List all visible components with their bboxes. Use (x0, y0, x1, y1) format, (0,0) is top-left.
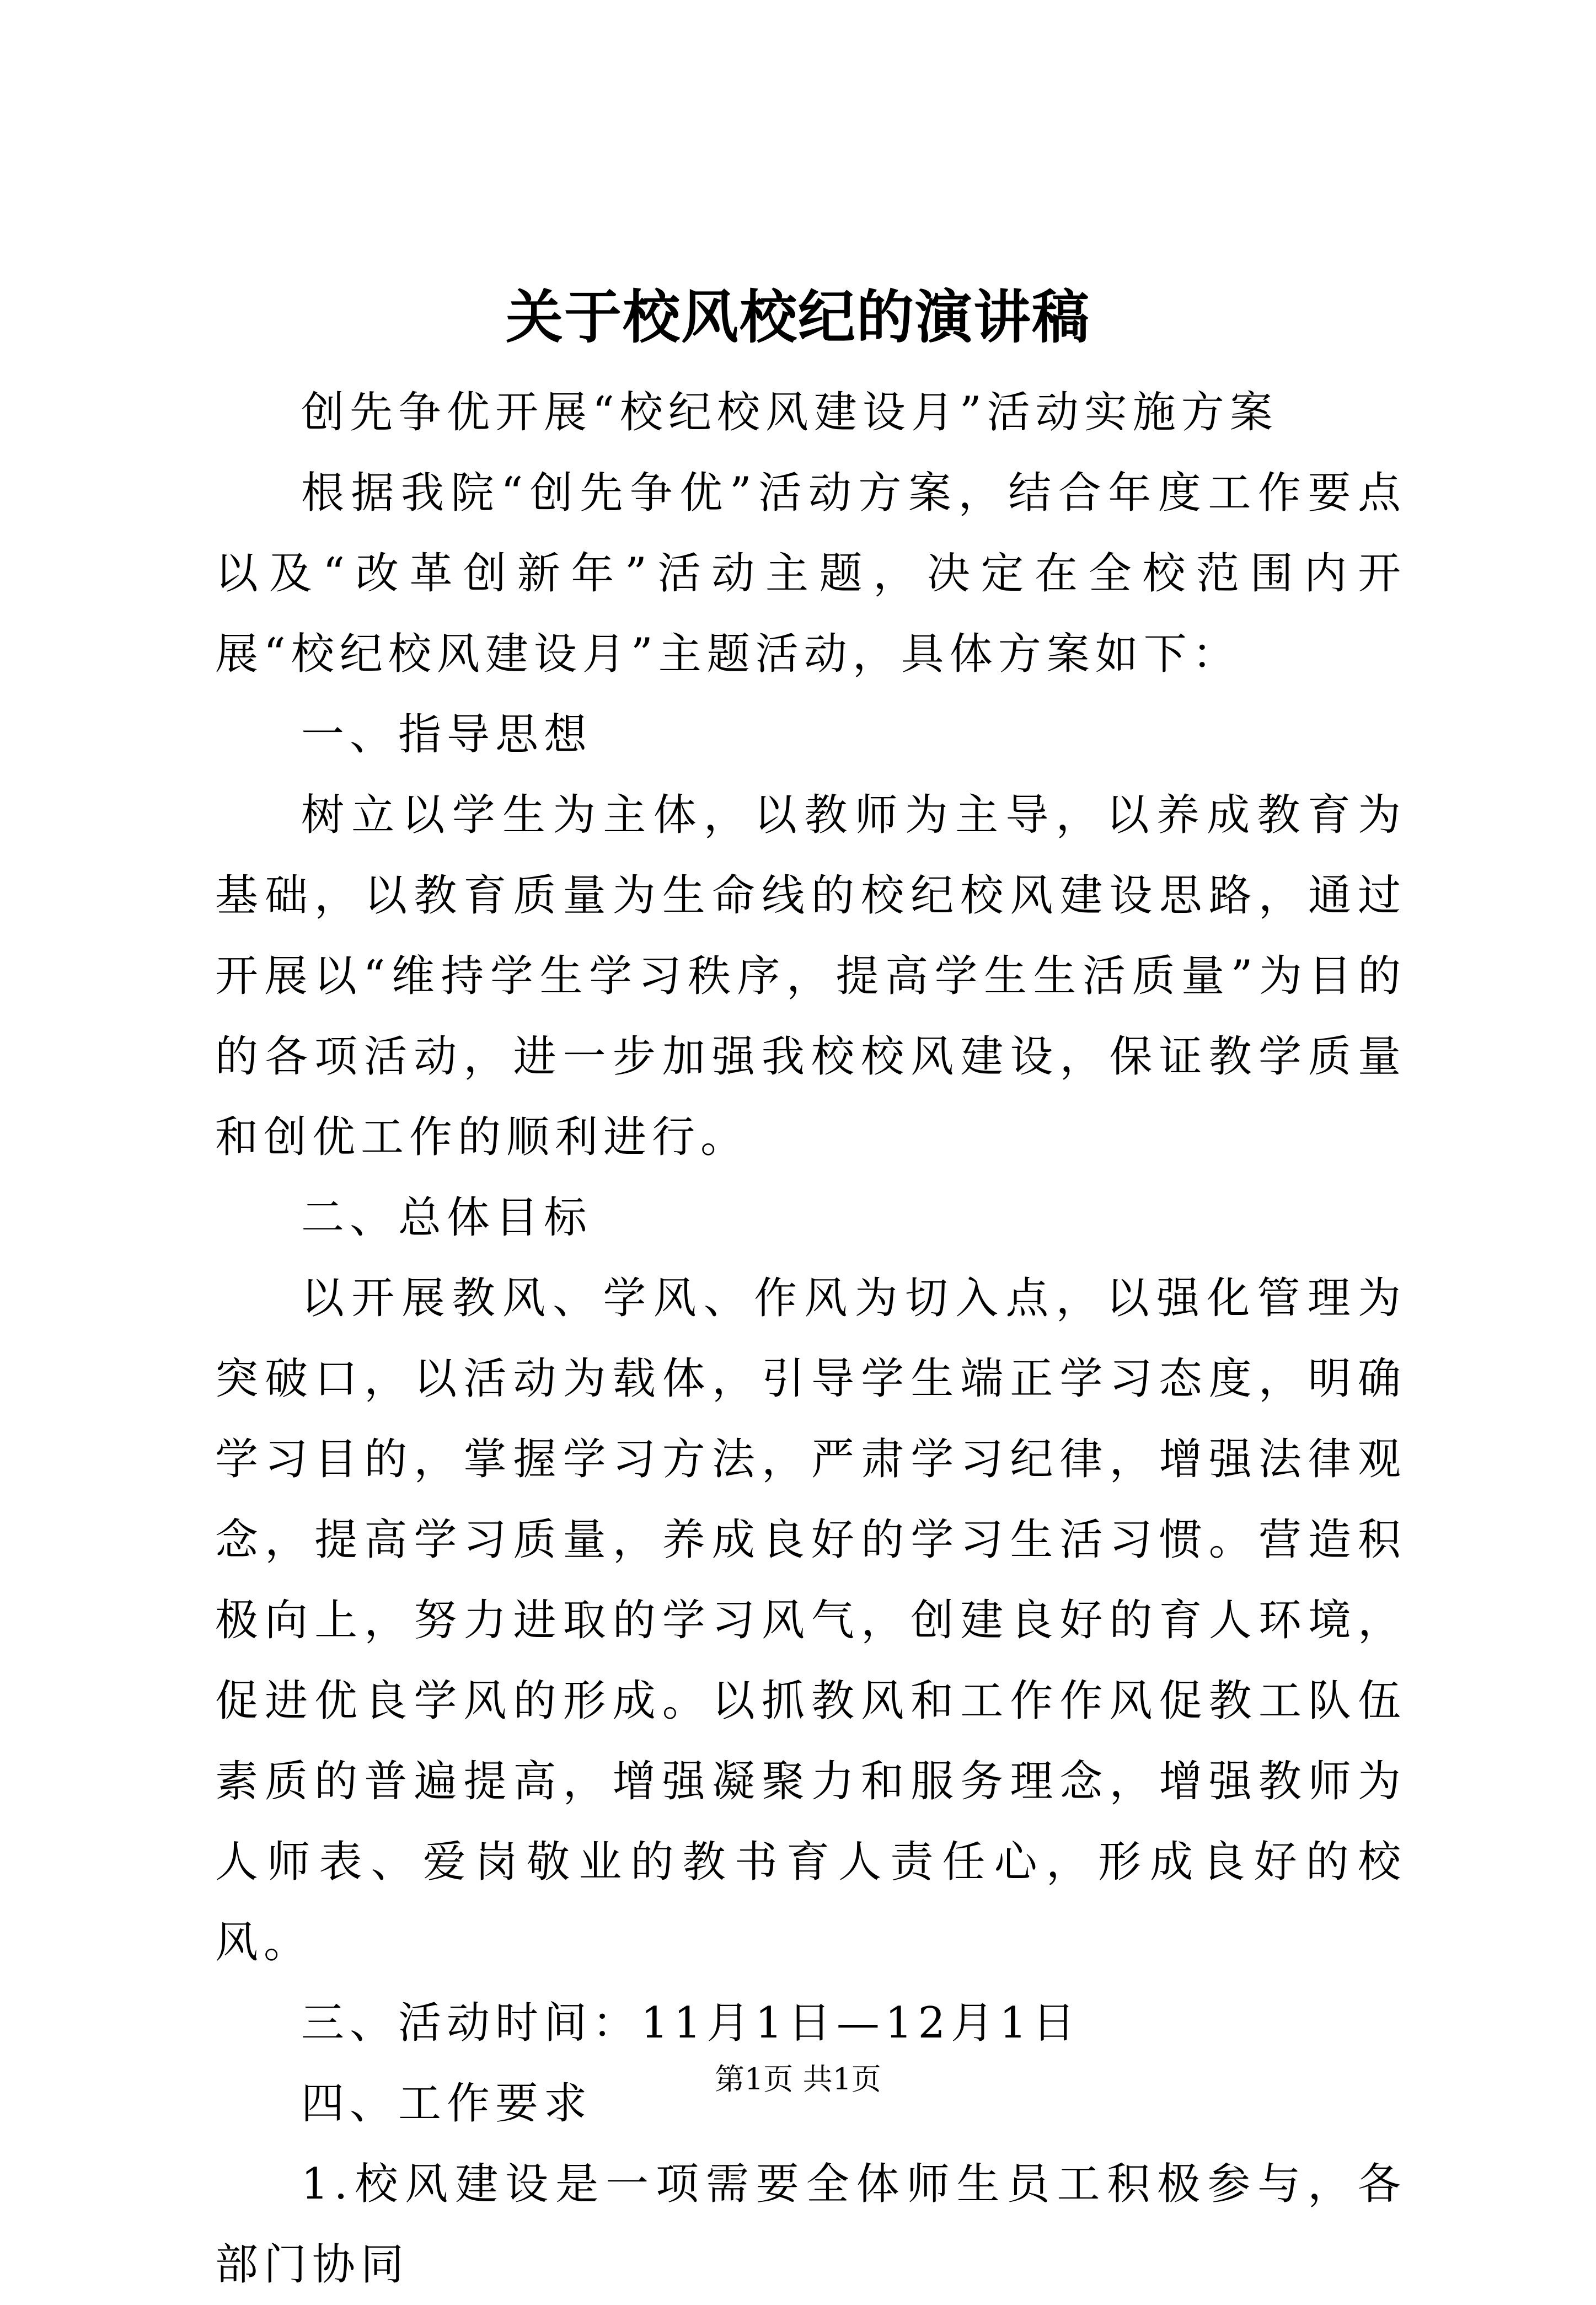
document-title: 关于校风校纪的演讲稿 (505, 283, 1090, 351)
paragraph-subtitle: 创先争优开展“校纪校风建设月”活动实施方案 (301, 388, 1278, 437)
document-body (215, 372, 1406, 2305)
section-heading-activity-time: 三、活动时间：11月1日—12月1日 (301, 1998, 1081, 2048)
section-heading-overall-goal: 二、总体目标 (301, 1193, 593, 1243)
section-heading-guiding-ideology: 一、指导思想 (301, 710, 593, 760)
page-footer: 第1页 共1页 (715, 2062, 881, 2097)
paragraph-intro: 根据我院“创先争优”活动方案，结合年度工作要点以及“改革创新年”活动主题，决定在全校范围内开展“校纪校风建设月”主题活动，具体方案如下： (215, 468, 1406, 679)
section-heading-work-requirements: 四、工作要求 (301, 2079, 593, 2128)
paragraph-overall-goal: 以开展教风、学风、作风为切入点，以强化管理为突破口，以活动为载体，引导学生端正学习态度，明确学习目的，掌握学习方法，严肃学习纪律，增强法律观念，提高学习质量，养成良好的学习生活习惯。营造积极向上，努力进取的学习风气，创建良好的育人环境，促进优良学风的形成。以抓教风和工作作风促教工队伍素质的普遍提高，增强凝聚力和服务理念，增强教师为人师表、爱岗敬业的教书育人责任心，形成良好的校风。 (215, 1274, 1406, 1967)
paragraph-guiding-ideology: 树立以学生为主体，以教师为主导，以养成教育为基础，以教育质量为生命线的校纪校风建设思路，通过开展以“维持学生学习秩序，提高学生生活质量”为目的的各项活动，进一步加强我校校风建设，保证教学质量和创优工作的顺利进行。 (215, 790, 1406, 1162)
paragraph-requirement-1: 1.校风建设是一项需要全体师生员工积极参与，各部门协同 (215, 2159, 1406, 2290)
